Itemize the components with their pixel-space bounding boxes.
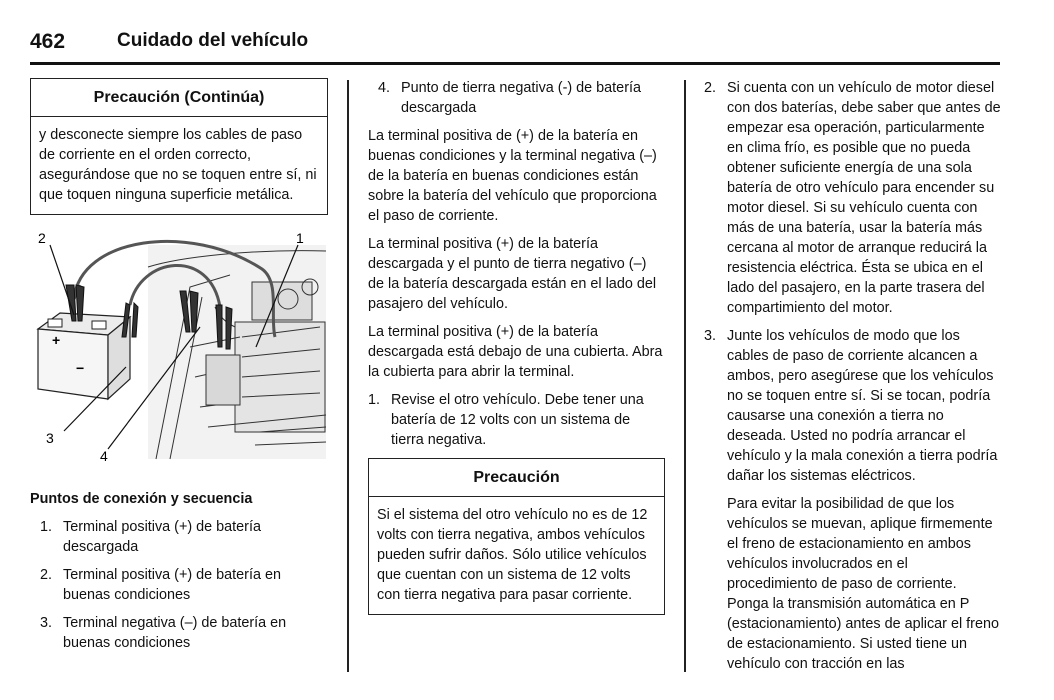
engine-bay-illustration [148, 245, 326, 459]
step-text: Revise el otro vehículo. Debe tener una batería de 12 volts con un sistema de tierra negativa. [391, 392, 644, 448]
step-number: 3. [704, 328, 717, 344]
column-3 [704, 78, 1002, 682]
section-heading: Puntos de conexión y secuencia [30, 491, 253, 507]
steps-list-continued [704, 78, 1002, 486]
battery-illustration [38, 313, 130, 399]
connection-list [30, 517, 328, 653]
item-text: Terminal positiva (+) de batería en buenas condiciones [63, 567, 281, 603]
column-1 [30, 78, 328, 661]
column-divider-1 [347, 80, 349, 672]
step-text: Junte los vehículos de modo que los cables de paso de corriente alcancen a ambos, pero asegúrese que los vehículos no se toquen entre sí. Si se tocan, podría causarse una conexión a tierra no deseada. Usted no podría arrancar el vehículo y la mala conexión a tierra podría dañar los sistemas eléctricos. [727, 328, 998, 484]
jump-start-figure [30, 227, 328, 467]
caution-body: Si el sistema del otro vehículo no es de 12 volts con tierra negativa, ambos vehículos pueden sufrir daños. Sólo utilice vehículos que cuentan con un sistema de 12 volts con tierra negativa para pasar corriente. [377, 507, 648, 603]
item-number: 1. [40, 519, 53, 535]
paragraph-cover: La terminal positiva (+) de la batería descargada está debajo de una cubierta. Abra la cubierta para abrir la terminal. [368, 324, 663, 380]
figure-label-3: 3 [46, 430, 54, 446]
paragraph-discharged-battery: La terminal positiva (+) de la batería descargada y el punto de tierra negativo (–) de la batería descargada están en el lado del pasajero del vehículo. [368, 236, 657, 312]
figure-label-1: 1 [296, 230, 304, 246]
figure-label-2: 2 [38, 230, 46, 246]
item-text: Terminal positiva (+) de batería descargada [63, 519, 261, 555]
header-rule [30, 62, 1000, 65]
caution-title: Precaución (Continúa) [31, 79, 327, 117]
step-number: 1. [368, 392, 381, 408]
step-number: 2. [704, 80, 717, 96]
caution-box [368, 458, 665, 615]
column-divider-2 [684, 80, 686, 672]
step-item [704, 78, 1002, 318]
item-number: 4. [378, 80, 391, 96]
step-3-paragraph: Para evitar la posibilidad de que los vehículos se muevan, aplique firmemente el freno de estacionamiento en ambos vehículos involucrados en el procedimiento de paso de corriente. Ponga la transmisión automática en P (estacionamiento) antes de aplicar el freno de estacionamiento. Si usted tiene un vehículo con tracción en las [727, 496, 999, 672]
caution-title: Precaución [369, 459, 664, 497]
column-2 [368, 78, 665, 615]
battery-minus-label: − [76, 360, 85, 376]
item-text: Terminal negativa (–) de batería en buenas condiciones [63, 615, 287, 651]
list-item [30, 565, 328, 605]
item-text: Punto de tierra negativa (-) de batería descargada [401, 80, 641, 116]
list-item [368, 78, 665, 118]
item-number: 3. [40, 615, 53, 631]
step-text: Si cuenta con un vehículo de motor diesel con dos baterías, debe saber que antes de empezar esa operación, particularmente en clima frío, es posible que no pueda obtener suficiente energía de una sola batería de otro vehículo para encender su motor diesel. Si su vehículo cuenta con más de una batería, usar la batería más cercana al motor de arranque reducirá la resistencia eléctrica. Ésta se ubica en el lado del pasajero, en la parte trasera del compartimiento del motor. [727, 80, 1001, 316]
page-number: 462 [30, 30, 66, 53]
step-item [368, 390, 665, 450]
list-item [30, 517, 328, 557]
item-number: 2. [40, 567, 53, 583]
page-title: Cuidado del vehículo [117, 30, 309, 51]
steps-list [368, 390, 665, 450]
battery-plus-label: + [52, 332, 61, 348]
list-item [30, 613, 328, 653]
caution-box-continued [30, 78, 328, 215]
figure-label-4: 4 [100, 448, 108, 464]
step-item [704, 326, 1002, 486]
caution-body: y desconecte siempre los cables de paso de corriente en el orden correcto, asegurándose que no se toquen entre sí, ni que toquen ninguna superficie metálica. [39, 127, 317, 203]
connection-list-continued [368, 78, 665, 118]
paragraph-good-battery: La terminal positiva de (+) de la batería en buenas condiciones y la terminal negativa (–) de la batería en buenas condiciones están sobre la batería del vehículo que proporciona el paso de corriente. [368, 128, 657, 224]
